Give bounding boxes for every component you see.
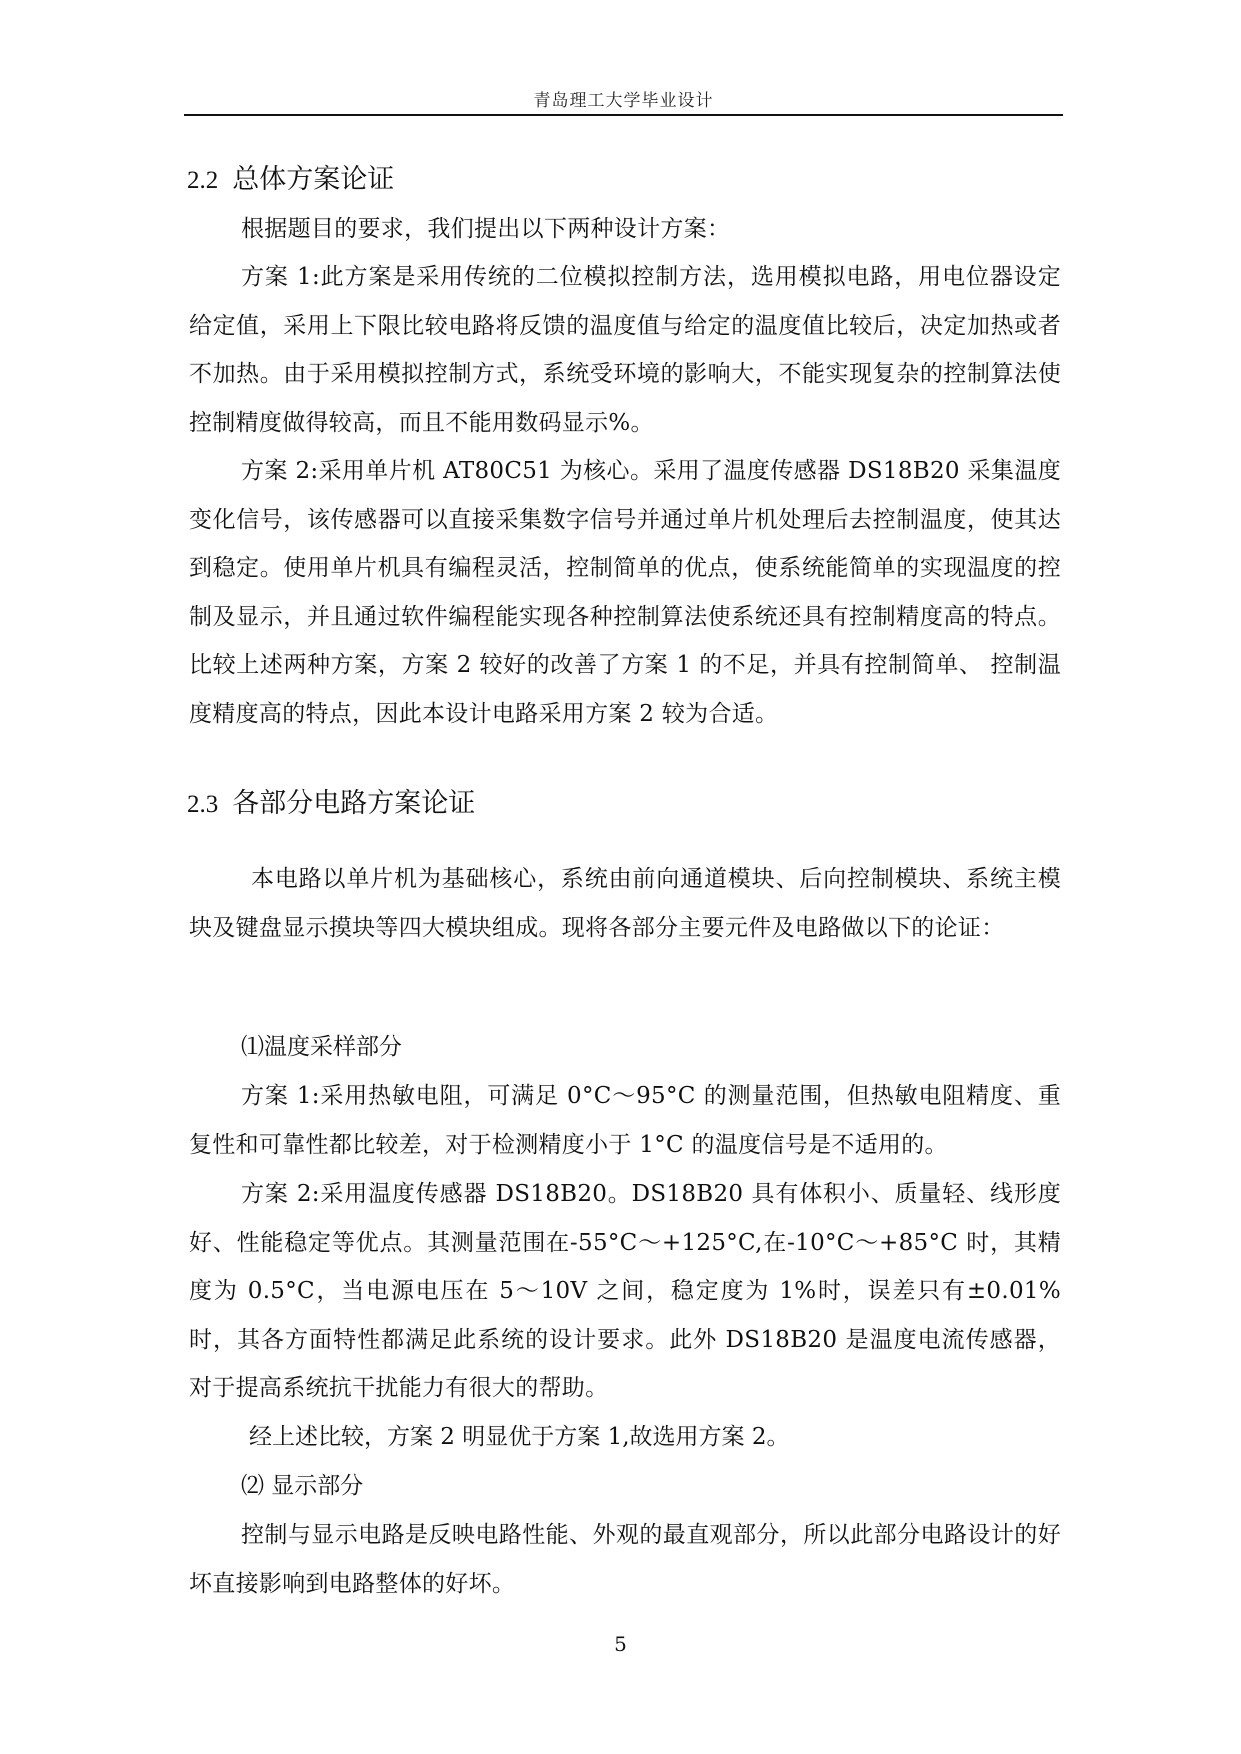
paragraph-sampling-option-2: 方案 2:采用温度传感器 DS18B20。DS18B20 具有体积小、质量轻、线形度好、性能稳定等优点。其测量范围在-55°C～+125°C,在-10°C～+85°C 时，其精度为 0.5°C，当电源电压在 5～10V 之间，稳定度为 1%时，误差只有±0.01%时，其各方面特性都满足此系统的设计要求。此外 DS18B20 是温度电流传感器，对于提高系统抗干扰能力有很大的帮助。 (189, 1181, 1061, 1401)
section-number: 2.3 (187, 791, 219, 818)
paragraph-display: 控制与显示电路是反映电路性能、外观的最直观部分，所以此部分电路设计的好坏直接影响到电路整体的好坏。 (189, 1522, 1061, 1597)
paragraph-sampling-option-1: 方案 1:采用热敏电阻，可满足 0°C～95°C 的测量范围，但热敏电阻精度、重复性和可靠性都比较差，对于检测精度小于 1°C 的温度信号是不适用的。 (189, 1083, 1061, 1158)
subsection-display: ⑵ 显示部分 (241, 1473, 364, 1499)
paragraph-option-2: 方案 2:采用单片机 AT80C51 为核心。采用了温度传感器 DS18B20 采集温度变化信号，该传感器可以直接采集数字信号并通过单片机处理后去控制温度，使其达到稳定。使用单片机具有编程灵活，控制简单的优点，使系统能简单的实现温度的控 制及显示，并且通过软件编程能实现各种控制算法使系统还具有控制精度高的特点。比较上述两种方案，方案 2 较好的改善了方案 1 的不足，并具有控制简单、 控制温度精度高的特点，因此本设计电路采用方案 2 较为合适。 (189, 458, 1061, 727)
section-title: 各部分电路方案论证 (232, 788, 476, 819)
paragraph-circuit-intro: 本电路以单片机为基础核心，系统由前向通道模块、后向控制模块、系统主模块及键盘显示摸块等四大模块组成。现将各部分主要元件及电路做以下的论证： (189, 866, 1061, 941)
section-title: 总体方案论证 (232, 164, 395, 195)
header-rule (184, 114, 1063, 116)
section-heading-2-3 (187, 786, 475, 823)
paragraph-sampling-conclusion: 经上述比较，方案 2 明显优于方案 1,故选用方案 2。 (249, 1424, 790, 1450)
subsection-temperature-sampling: ⑴温度采样部分 (241, 1034, 402, 1060)
section-number: 2.2 (187, 167, 219, 194)
running-header: 青岛理工大学毕业设计 (533, 91, 714, 111)
paragraph-requirements: 根据题目的要求，我们提出以下两种设计方案： (241, 216, 731, 242)
paragraph-option-1: 方案 1:此方案是采用传统的二位模拟控制方法，选用模拟电路，用电位器设定给定值，采用上下限比较电路将反馈的温度值与给定的温度值比较后，决定加热或者不加热。由于采用模拟控制方式，系统受环境的影响大，不能实现复杂的控制算法使控制精度做得较高，而且不能用数码显示%。 (189, 264, 1061, 436)
section-heading-2-2 (187, 162, 394, 199)
page-number: 5 (614, 1632, 627, 1656)
